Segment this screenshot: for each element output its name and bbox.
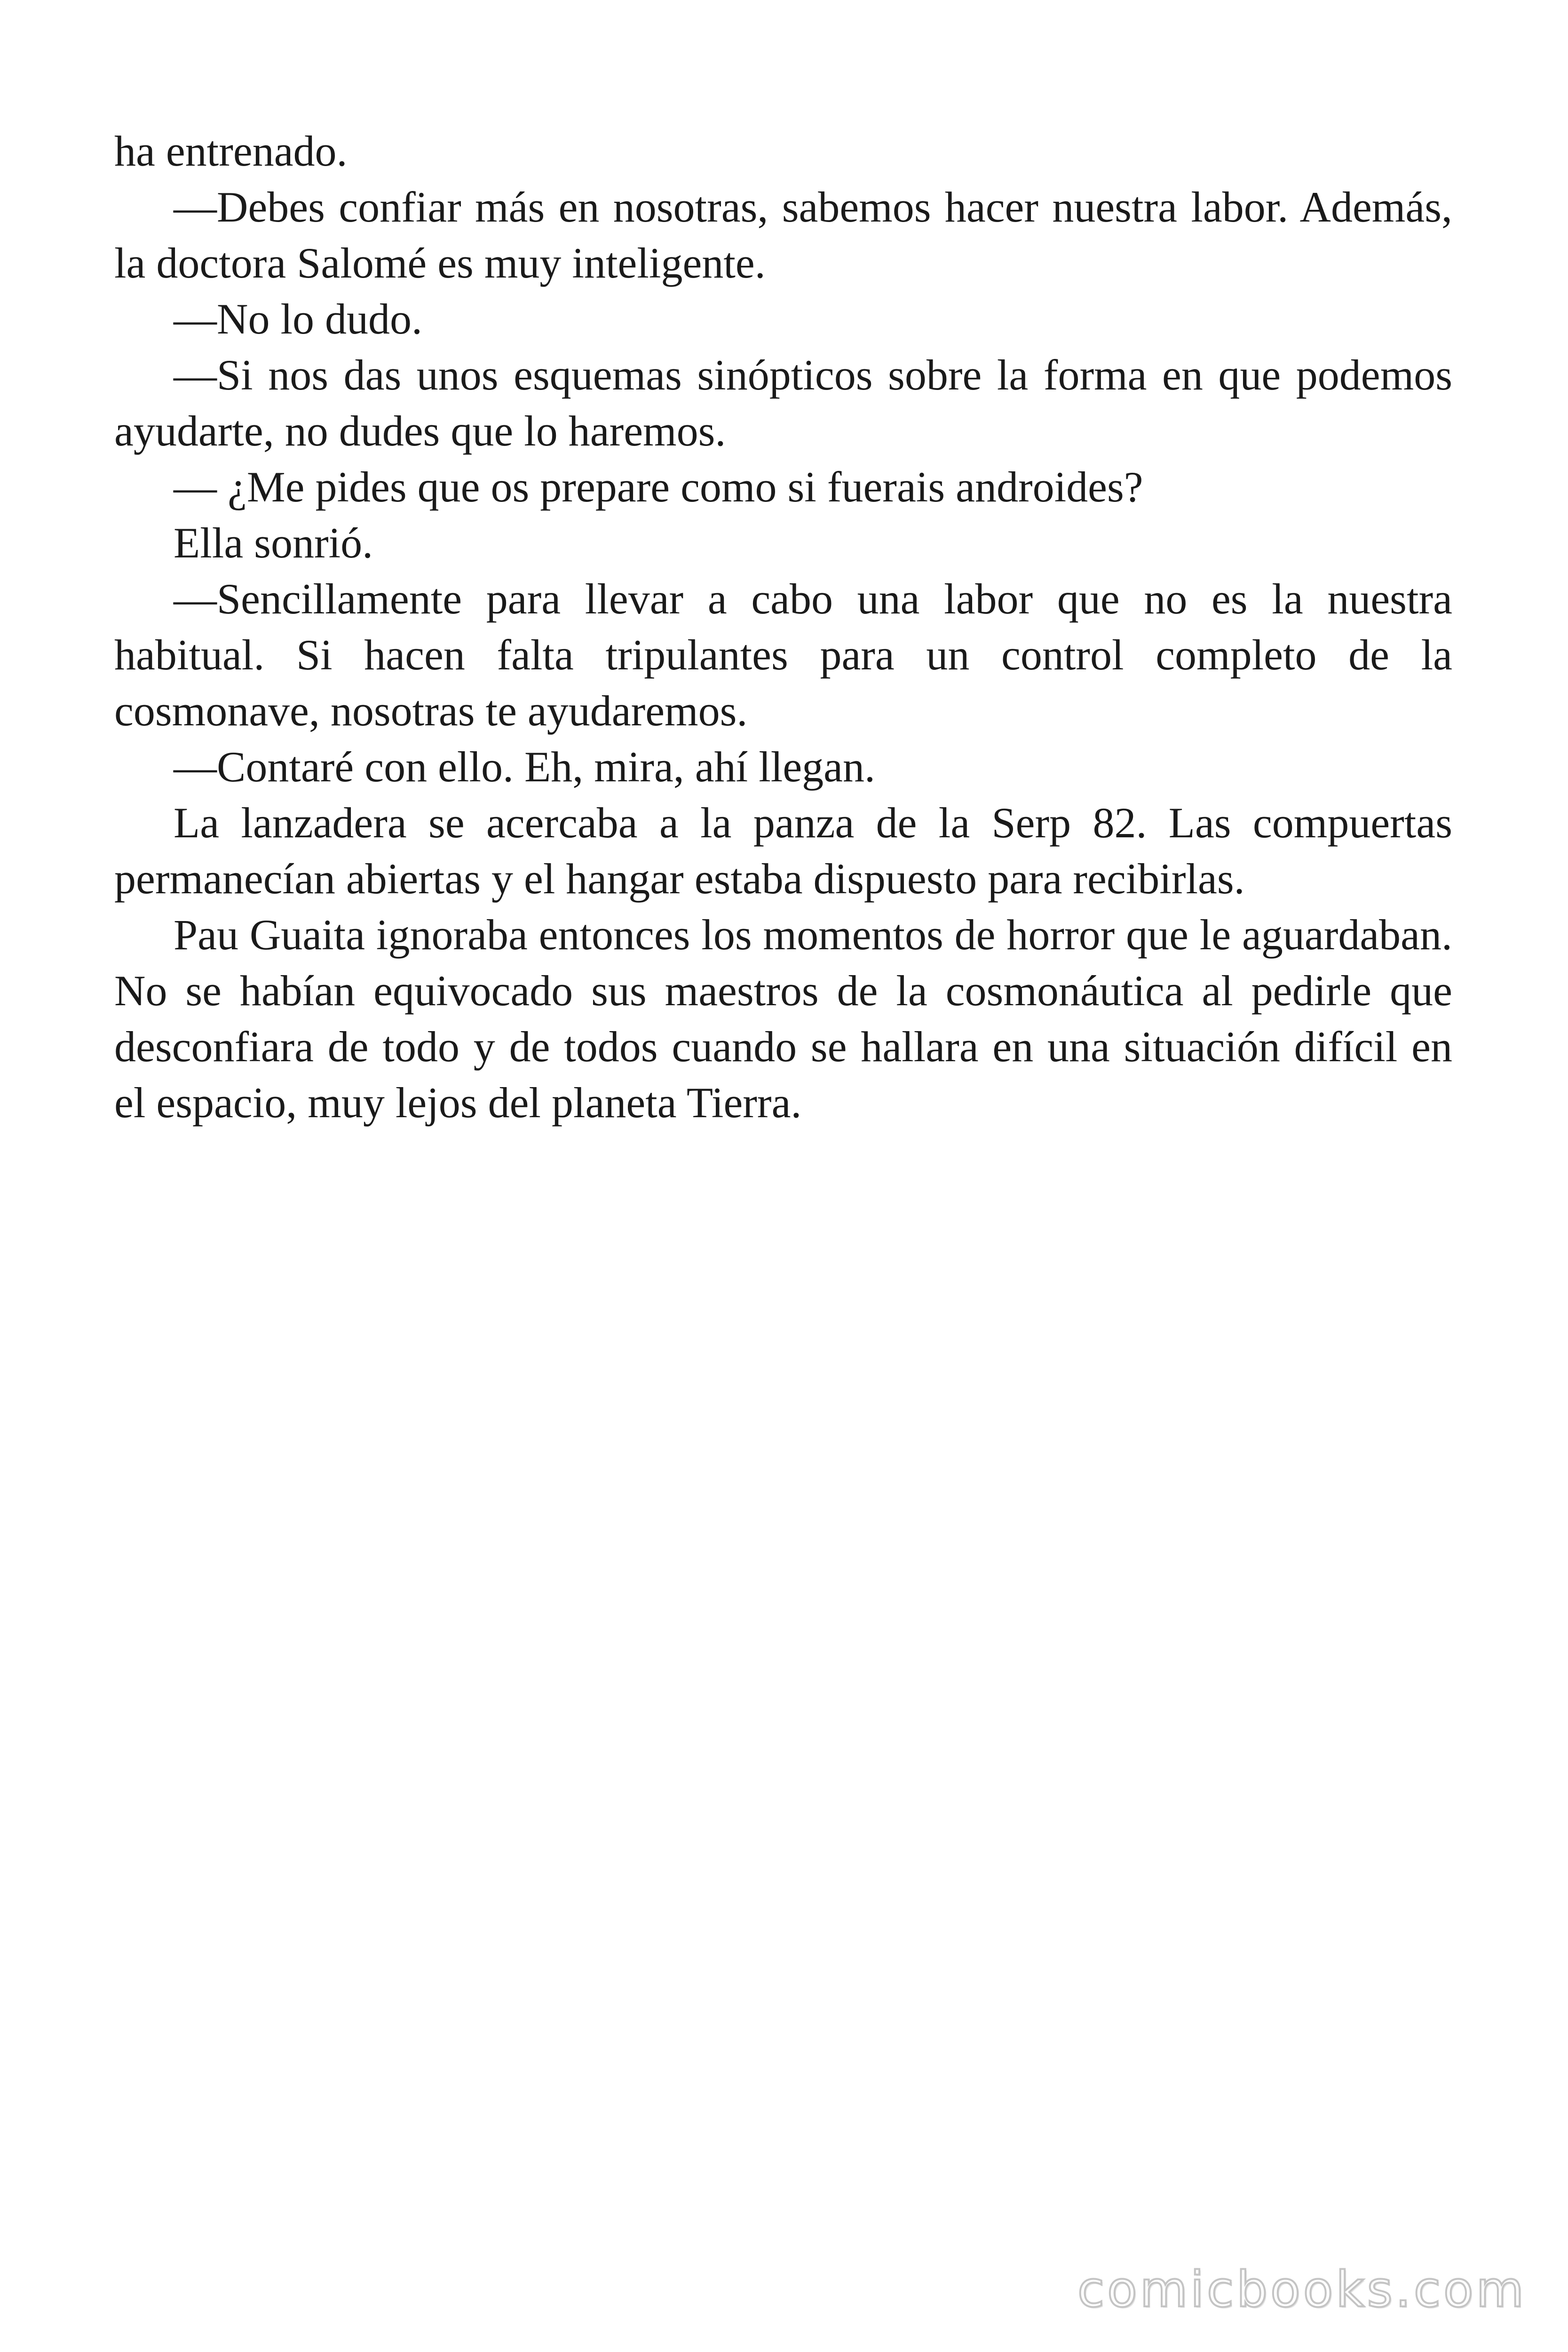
watermark-logo: comicbooks.com <box>1077 2261 1527 2318</box>
paragraph-dialogue: — ¿Me pides que os prepare como si fuerais androides? <box>174 463 1143 511</box>
paragraph-dialogue: —Contaré con ello. Eh, mira, ahí llegan. <box>174 743 875 791</box>
paragraph-narration: La lanzadera se acercaba a la panza de la Serp 82. Las compuertas permanecían abiertas y el hangar estaba dispuesto para recibirlas. <box>114 799 1452 903</box>
paragraph-narration: Pau Guaita ignoraba entonces los momentos de horror que le aguardaban. No se habían equivocado sus maestros de la cosmonáutica al pedirle que desconfiara de todo y de todos cuando se hallara en una situación difícil en el espacio, muy lejos del planeta Tierra. <box>114 911 1452 1127</box>
paragraph-dialogue: —No lo dudo. <box>174 295 422 343</box>
paragraph-dialogue: —Sencillamente para llevar a cabo una labor que no es la nuestra habitual. Si hacen falta tripulantes para un control completo de la cosmonave, nosotras te ayudaremos. <box>114 575 1452 735</box>
paragraph-dialogue: —Si nos das unos esquemas sinópticos sobre la forma en que podemos ayudarte, no dudes que lo haremos. <box>114 351 1452 455</box>
paragraph-continuation: ha entrenado. <box>114 127 348 175</box>
body-text <box>114 123 1452 1131</box>
paragraph-dialogue: —Debes confiar más en nosotras, sabemos hacer nuestra labor. Además, la doctora Salomé es muy inteligente. <box>114 183 1452 287</box>
paragraph-narration: Ella sonrió. <box>174 519 373 567</box>
